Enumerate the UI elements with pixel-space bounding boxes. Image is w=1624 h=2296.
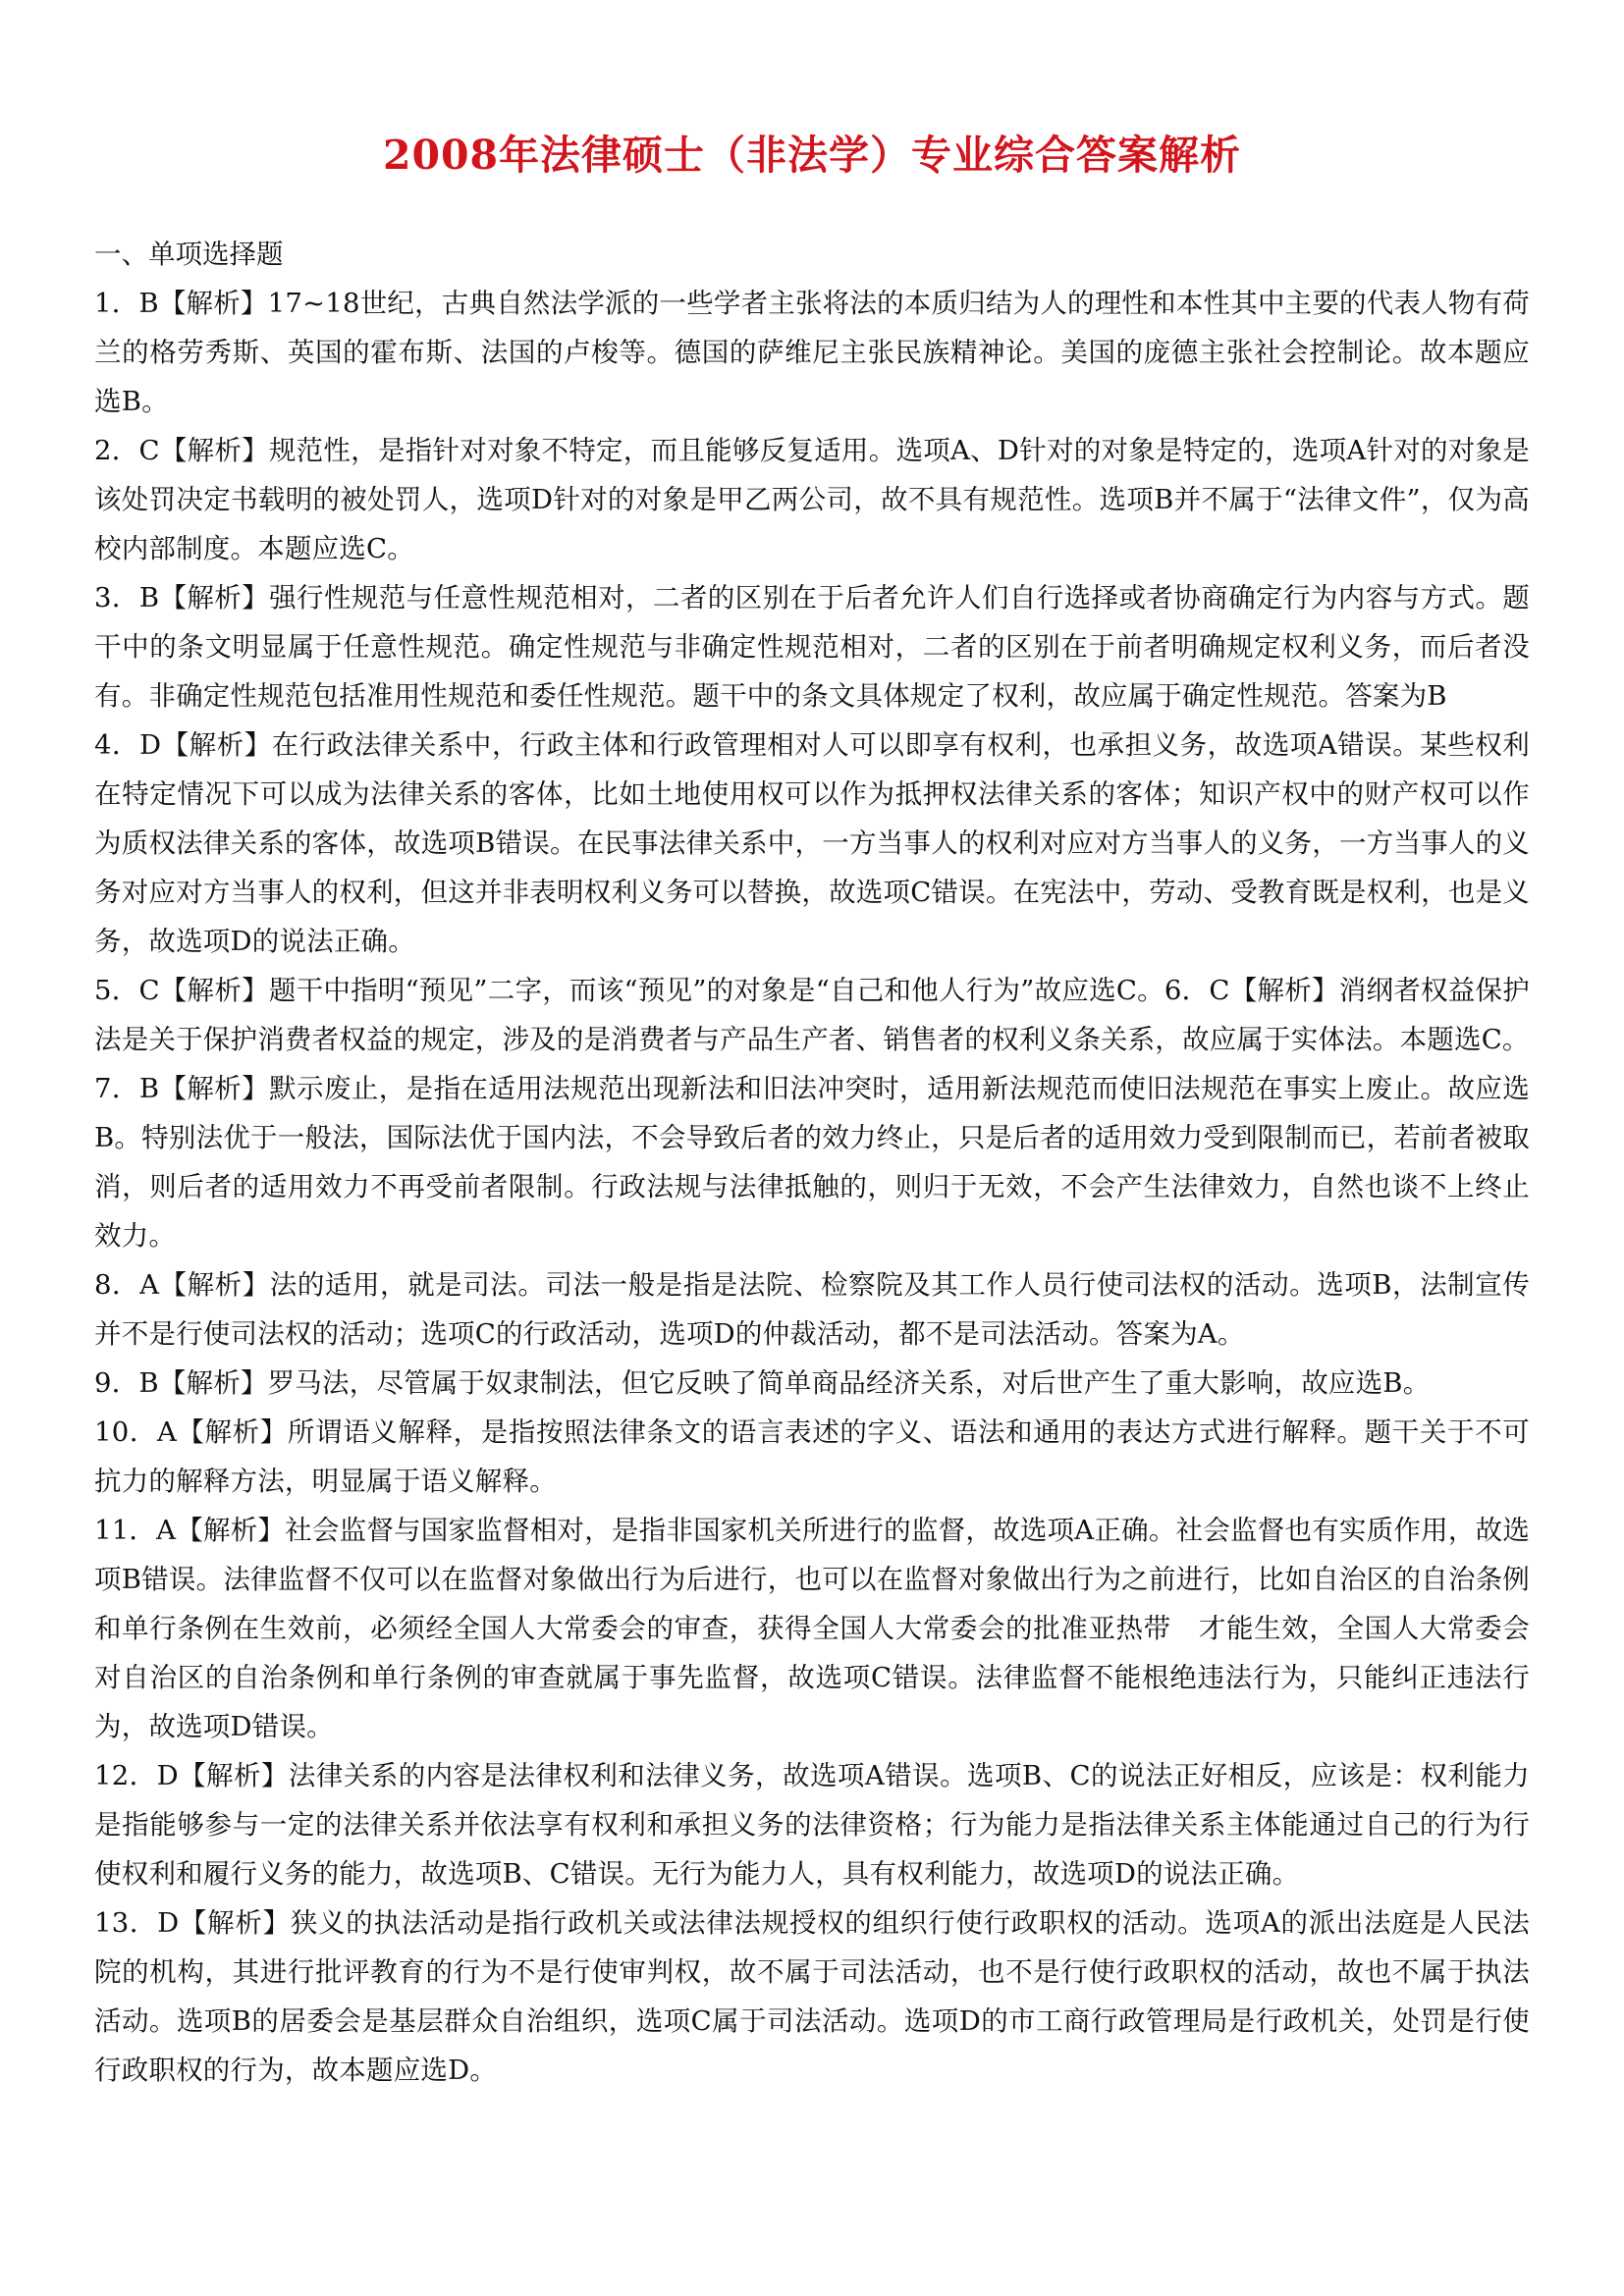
answer-paragraph-11: 11．A【解析】社会监督与国家监督相对，是指非国家机关所进行的监督，故选项A正确。社会监督也有实质作用，故选项B错误。法律监督不仅可以在监督对象做出行为后进行，也可以在监督对象做出行为之前进行，比如自治区的自治条例和单行条例在生效前，必须经全国人大常委会的审查，获得全国人大常委会的批准亚热带 才能生效，全国人大常委会对自治区的自治条例和单行条例的审查就属于事先监督，故选项C错误。法律监督不能根绝违法行为，只能纠正违法行为，故选项D错误。 <box>94 1515 1530 1742</box>
answer-paragraph-8: 8．A【解析】法的适用，就是司法。司法一般是指是法院、检察院及其工作人员行使司法权的活动。选项B，法制宣传并不是行使司法权的活动；选项C的行政活动，选项D的仲裁活动，都不是司法活动。答案为A。 <box>94 1269 1530 1350</box>
document-page <box>94 126 1530 2095</box>
answer-paragraph-9: 9．B【解析】罗马法，尽管属于奴隶制法，但它反映了简单商品经济关系，对后世产生了重大影响，故应选B。 <box>94 1367 1431 1399</box>
section-heading: 一、单项选择题 <box>94 239 284 270</box>
answer-paragraph-4: 4．D【解析】在行政法律关系中，行政主体和行政管理相对人可以即享有权利，也承担义务，故选项A错误。某些权利在特定情况下可以成为法律关系的客体，比如土地使用权可以作为抵押权法律关系的客体；知识产权中的财产权可以作为质权法律关系的客体，故选项B错误。在民事法律关系中，一方当事人的权利对应对方当事人的义务，一方当事人的义务对应对方当事人的权利，但这并非表明权利义务可以替换，故选项C错误。在宪法中，劳动、受教育既是权利，也是义务，故选项D的说法正确。 <box>94 729 1530 957</box>
answer-paragraph-1: 1．B【解析】17~18世纪，古典自然法学派的一些学者主张将法的本质归结为人的理性和本性其中主要的代表人物有荷兰的格劳秀斯、英国的霍布斯、法国的卢梭等。德国的萨维尼主张民族精神论。美国的庞德主张社会控制论。故本题应选B。 <box>94 288 1530 417</box>
answer-paragraph-12: 12．D【解析】法律关系的内容是法律权利和法律义务，故选项A错误。选项B、C的说法正好相反，应该是：权利能力是指能够参与一定的法律关系并依法享有权利和承担义务的法律资格；行为能力是指法律关系主体能通过自己的行为行使权利和履行义务的能力，故选项B、C错误。无行为能力人，具有权利能力，故选项D的说法正确。 <box>94 1760 1530 1890</box>
answer-paragraph-10: 10．A【解析】所谓语义解释，是指按照法律条文的语言表述的字义、语法和通用的表达方式进行解释。题干关于不可抗力的解释方法，明显属于语义解释。 <box>94 1416 1530 1497</box>
answer-paragraph-3: 3．B【解析】强行性规范与任意性规范相对，二者的区别在于后者允许人们自行选择或者协商确定行为内容与方式。题干中的条文明显属于任意性规范。确定性规范与非确定性规范相对，二者的区别在于前者明确规定权利义务，而后者没有。非确定性规范包括准用性规范和委任性规范。题干中的条文具体规定了权利，故应属于确定性规范。答案为B <box>94 582 1530 712</box>
answer-paragraph-5-6: 5．C【解析】题干中指明“预见”二字，而该“预见”的对象是“自己和他人行为”故应选C。6．C【解析】消纲者权益保护法是关于保护消费者权益的规定，涉及的是消费者与产品生产者、销售者的权利义条关系，故应属于实体法。本题选C。 <box>94 975 1530 1055</box>
document-title: 2008年法律硕士（非法学）专业综合答案解析 <box>382 132 1242 179</box>
answer-paragraph-7: 7．B【解析】默示废止，是指在适用法规范出现新法和旧法冲突时，适用新法规范而使旧法规范在事实上废止。故应选B。特别法优于一般法，国际法优于国内法，不会导致后者的效力终止，只是后者的适用效力受到限制而已，若前者被取消，则后者的适用效力不再受前者限制。行政法规与法律抵触的，则归于无效，不会产生法律效力，自然也谈不上终止效力。 <box>94 1073 1530 1252</box>
answer-paragraph-2: 2．C【解析】规范性，是指针对对象不特定，而且能够反复适用。选项A、D针对的对象是特定的，选项A针对的对象是该处罚决定书载明的被处罚人，选项D针对的对象是甲乙两公司，故不具有规范性。选项B并不属于“法律文件”，仅为高校内部制度。本题应选C。 <box>94 435 1530 564</box>
answer-paragraph-13: 13．D【解析】狭义的执法活动是指行政机关或法律法规授权的组织行使行政职权的活动。选项A的派出法庭是人民法院的机构，其进行批评教育的行为不是行使审判权，故不属于司法活动，也不是行使行政职权的活动，故也不属于执法活动。选项B的居委会是基层群众自治组织，选项C属于司法活动。选项D的市工商行政管理局是行政机关，处罚是行使行政职权的行为，故本题应选D。 <box>94 1907 1530 2086</box>
